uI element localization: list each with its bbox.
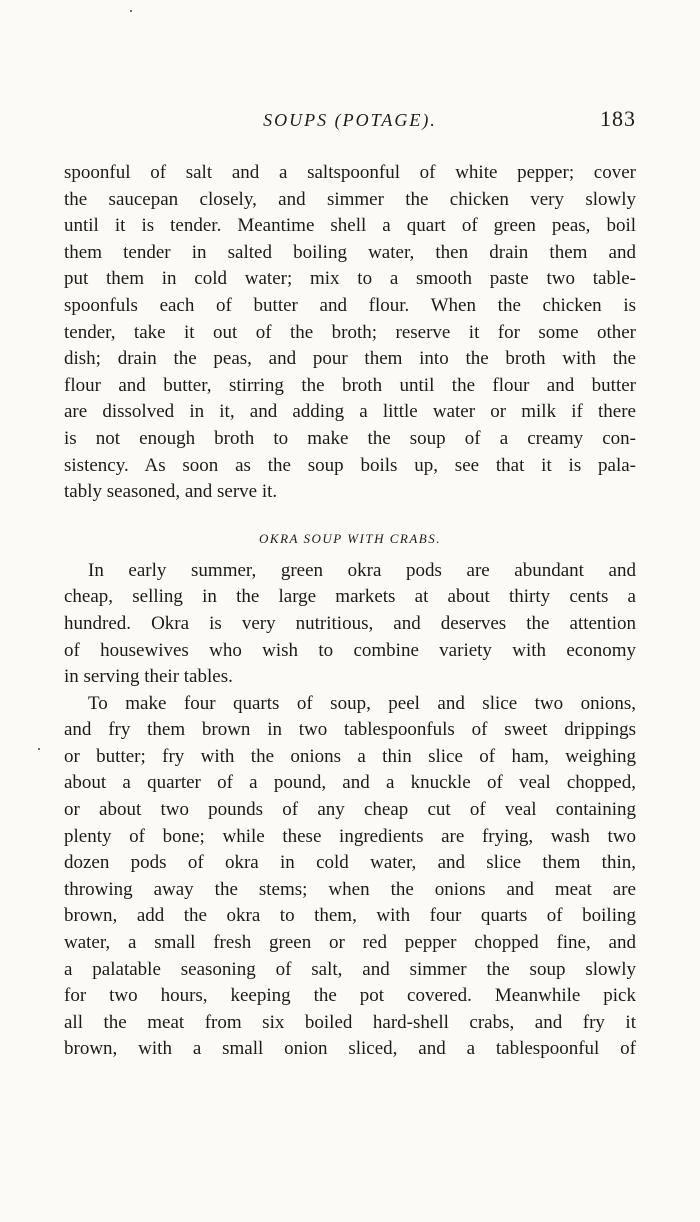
text-line: brown, with a small onion sliced, and a tablespoonful of (64, 1038, 636, 1060)
ink-speck (38, 748, 40, 750)
text-line: In early summer, green okra pods are abundant and (88, 559, 636, 581)
text-line: flour and butter, stirring the broth until the flour and butter (64, 374, 636, 396)
ink-speck (130, 10, 132, 12)
text-line: throwing away the stems; when the onions and meat are (64, 878, 636, 900)
text-line: them tender in salted boiling water, then drain them and (64, 241, 636, 263)
running-header (64, 106, 636, 140)
text-line: brown, add the okra to them, with four quarts of boiling (64, 905, 636, 927)
paragraph-continued (64, 160, 636, 506)
text-line: cheap, selling in the large markets at about thirty cents a (64, 586, 636, 608)
paragraph (64, 691, 636, 1063)
text-line: put them in cold water; mix to a smooth paste two table- (64, 268, 636, 290)
text-line: To make four quarts of soup, peel and slice two onions, (88, 692, 636, 714)
text-line: dozen pods of okra in cold water, and slice them thin, (64, 852, 636, 874)
page-number: 183 (600, 106, 636, 131)
section-heading: OKRA SOUP WITH CRABS. (259, 530, 441, 546)
text-line: spoonfuls each of butter and flour. When the chicken is (64, 294, 636, 316)
running-title: SOUPS (POTAGE). (263, 110, 437, 130)
text-line: is not enough broth to make the soup of a creamy con- (64, 427, 636, 449)
text-line: for two hours, keeping the pot covered. Meanwhile pick (64, 985, 636, 1007)
text-line: until it is tender. Meantime shell a quart of green peas, boil (64, 215, 636, 237)
text-line: or butter; fry with the onions a thin slice of ham, weighing (64, 745, 636, 767)
text-line: or about two pounds of any cheap cut of veal containing (64, 799, 636, 821)
text-line: the saucepan closely, and simmer the chicken very slowly (64, 188, 636, 210)
text-line: are dissolved in it, and adding a little water or milk if there (64, 401, 636, 423)
text-line: hundred. Okra is very nutritious, and deserves the attention (64, 612, 636, 634)
text-line: and fry them brown in two tablespoonfuls of sweet drippings (64, 719, 636, 741)
text-line: about a quarter of a pound, and a knuckle of veal chopped, (64, 772, 636, 794)
text-line: all the meat from six boiled hard-shell crabs, and fry it (64, 1011, 636, 1033)
body-text (64, 160, 636, 1063)
paragraph (64, 558, 636, 691)
text-line: tender, take it out of the broth; reserve it for some other (64, 321, 636, 343)
text-line: in serving their tables. (64, 666, 233, 688)
text-line: sistency. As soon as the soup boils up, see that it is pala- (64, 454, 636, 476)
text-line: water, a small fresh green or red pepper chopped fine, and (64, 932, 636, 954)
text-line: a palatable seasoning of salt, and simmer the soup slowly (64, 958, 636, 980)
text-line: dish; drain the peas, and pour them into the broth with the (64, 348, 636, 370)
text-line: spoonful of salt and a saltspoonful of white pepper; cover (64, 162, 636, 183)
text-line: tably seasoned, and serve it. (64, 481, 278, 503)
text-line: plenty of bone; while these ingredients are frying, wash two (64, 825, 636, 847)
text-line: of housewives who wish to combine variety with economy (64, 639, 636, 661)
